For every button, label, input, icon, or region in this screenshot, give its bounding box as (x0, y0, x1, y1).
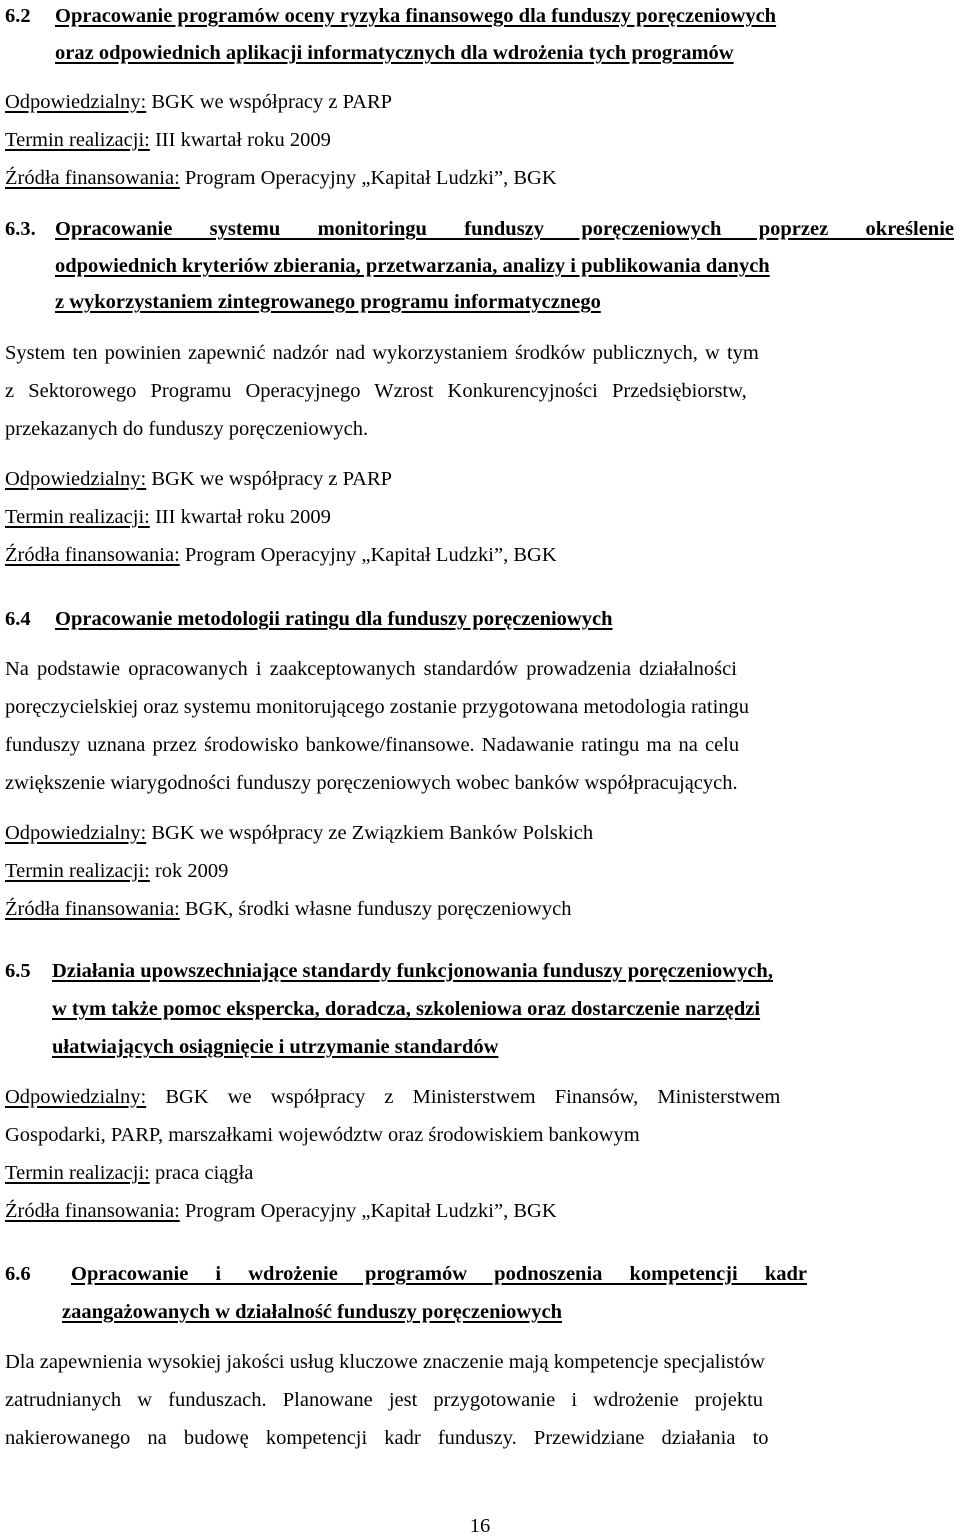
term-line (5, 858, 954, 884)
term-line (5, 504, 954, 530)
section-title-line-1: Opracowanie programów oceny ryzyka finansowego dla funduszy poręczeniowych (55, 5, 777, 27)
section-title-line-2: oraz odpowiednich aplikacji informatycznych dla wdrożenia tych programów (55, 42, 734, 64)
funding-value: Program Operacyjny „Kapitał Ludzki”, BGK (179, 544, 557, 566)
term-line (5, 127, 954, 153)
section-title-line-2: w tym także pomoc ekspercka, doradcza, szkoleniowa oraz dostarczenie narzędzi (52, 998, 761, 1020)
funding-line (5, 1198, 954, 1224)
responsible-label: Odpowiedzialny: (5, 91, 147, 113)
paragraph-line: zatrudnianych w funduszach. Planowane jest przygotowanie i wdrożenie projektu (5, 1389, 764, 1411)
term-value: rok 2009 (149, 860, 229, 882)
section-title-line-3: ułatwiających osiągnięcie i utrzymanie standardów (52, 1036, 499, 1058)
section-number: 6.4 (5, 608, 31, 630)
section-title-line-1: Opracowanie systemu monitoringu funduszy poręczeniowych poprzez określenie (55, 218, 954, 240)
paragraph-line: przekazanych do funduszy poręczeniowych. (5, 418, 369, 440)
paragraph-line: poręczycielskiej oraz systemu monitorującego zostanie przygotowana metodologia ratingu (5, 696, 750, 718)
paragraph-line: System ten powinien zapewnić nadzór nad wykorzystaniem środków publicznych, w tym (5, 342, 759, 364)
section-title-line-1: Opracowanie i wdrożenie programów podnoszenia kompetencji kadr (71, 1263, 807, 1285)
paragraph-line: Na podstawie opracowanych i zaakceptowanych standardów prowadzenia działalności (5, 658, 737, 680)
funding-label: Źródła finansowania: (5, 1200, 180, 1222)
page-number: 16 (469, 1515, 491, 1537)
funding-value: Program Operacyjny „Kapitał Ludzki”, BGK (179, 1200, 557, 1222)
section-title-line-3: z wykorzystaniem zintegrowanego programu informatycznego (55, 291, 601, 313)
term-label: Termin realizacji: (5, 860, 150, 882)
funding-line (5, 165, 954, 191)
funding-label: Źródła finansowania: (5, 544, 180, 566)
responsible-label: Odpowiedzialny: (5, 822, 147, 844)
paragraph-line: funduszy uznana przez środowisko bankowe/finansowe. Nadawanie ratingu ma na celu (5, 734, 740, 756)
responsible-line (5, 820, 954, 846)
paragraph-line: nakierowanego na budowę kompetencji kadr funduszy. Przewidziane działania to (5, 1427, 769, 1449)
responsible-label: Odpowiedzialny: (5, 468, 147, 490)
term-label: Termin realizacji: (5, 129, 150, 151)
term-value: III kwartał roku 2009 (149, 506, 331, 528)
responsible-label: Odpowiedzialny: (5, 1086, 147, 1108)
responsible-line (5, 89, 954, 115)
responsible-value: BGK we współpracy z PARP (146, 468, 393, 490)
responsible-value: BGK we współpracy z Ministerstwem Finansów, Ministerstwem (146, 1086, 781, 1108)
section-title-line-2: odpowiednich kryteriów zbierania, przetwarzania, analizy i publikowania danych (55, 255, 770, 277)
responsible-value: BGK we współpracy z PARP (146, 91, 393, 113)
section-title-line-1: Opracowanie metodologii ratingu dla funduszy poręczeniowych (55, 608, 613, 630)
term-label: Termin realizacji: (5, 506, 150, 528)
section-number: 6.3. (5, 218, 36, 240)
paragraph-line: Dla zapewnienia wysokiej jakości usług kluczowe znaczenie mają kompetencje specjalistów (5, 1351, 765, 1373)
funding-line (5, 896, 954, 922)
responsible-line-cont: Gospodarki, PARP, marszałkami województw oraz środowiskiem bankowym (5, 1124, 640, 1146)
responsible-line (5, 1084, 954, 1110)
section-title-line-1: Działania upowszechniające standardy funkcjonowania funduszy poręczeniowych, (52, 960, 773, 982)
term-label: Termin realizacji: (5, 1162, 150, 1184)
section-number: 6.2 (5, 5, 31, 27)
funding-label: Źródła finansowania: (5, 167, 180, 189)
paragraph-line: zwiększenie wiarygodności funduszy poręczeniowych wobec banków współpracujących. (5, 772, 738, 794)
funding-value: Program Operacyjny „Kapitał Ludzki”, BGK (179, 167, 557, 189)
funding-value: BGK, środki własne funduszy poręczeniowych (179, 898, 572, 920)
responsible-value: BGK we współpracy ze Związkiem Banków Polskich (146, 822, 594, 844)
term-line (5, 1160, 954, 1186)
responsible-line (5, 466, 954, 492)
section-title-line-2: zaangażowanych w działalność funduszy poręczeniowych (62, 1301, 562, 1323)
section-number: 6.6 (5, 1263, 31, 1285)
term-value: praca ciągła (149, 1162, 254, 1184)
term-value: III kwartał roku 2009 (149, 129, 331, 151)
paragraph-line: z Sektorowego Programu Operacyjnego Wzrost Konkurencyjności Przedsiębiorstw, (5, 380, 747, 402)
funding-line (5, 542, 954, 568)
funding-label: Źródła finansowania: (5, 898, 180, 920)
section-number: 6.5 (5, 960, 31, 982)
